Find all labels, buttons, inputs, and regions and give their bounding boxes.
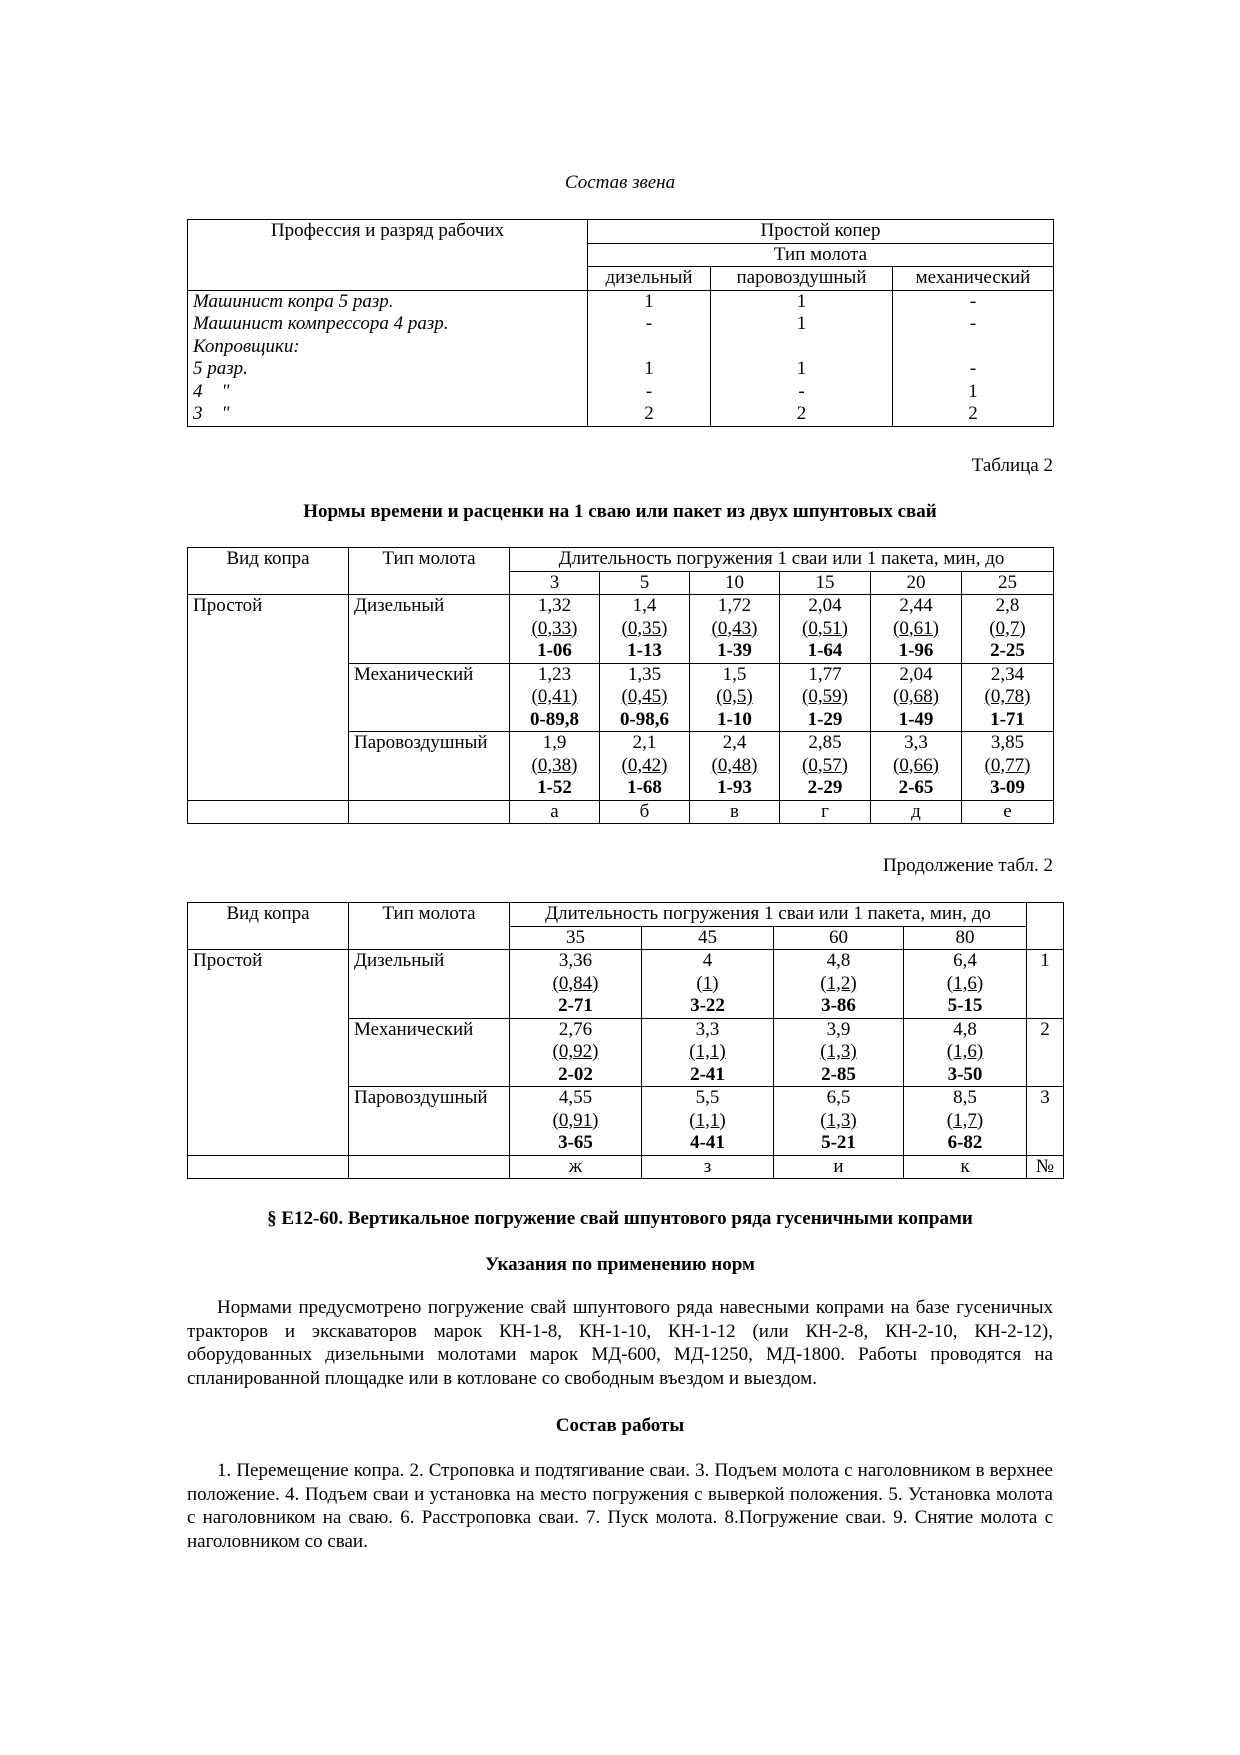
crew-cell: 2 [893,403,1054,426]
work-text: 1. Перемещение копра. 2. Строповка и подтягивание сваи. 3. Подъем молота с наголовником в верхнее положение. 4. Подъем сваи и установка на место погружения с выверкой положения. 5. Установка молота с наголовником на сваю. 6. Расстроповка сваи. 7. Пуск молота. 8.Погружение сваи. 9. Снятие молота с наголовником со сваи. [187,1460,1053,1552]
duration-header: 3 [510,571,600,595]
duration-header: 80 [904,926,1027,950]
norm-time: 3,36 [558,950,593,971]
header-kind: Вид копра [188,548,349,595]
crew-header-group: Простой копер [588,220,1054,244]
norm-machinist-time: (1,1) [689,1109,726,1131]
norm-machinist-time: (0,51) [802,617,848,639]
crew-cell: 2 [711,403,893,426]
column-letter: и [774,1155,904,1179]
norm-cell [510,1087,642,1156]
crew-row-label: Копровщики: [188,336,588,359]
norm-time: 2,04 [899,663,933,685]
norm-machinist-time: (1) [696,972,719,994]
crew-row [188,381,1054,404]
kind-cell: Простой [188,950,349,1156]
norm-price: 1-49 [898,708,934,730]
crew-cell: 1 [893,381,1054,404]
row-number: 1 [1027,950,1064,1019]
table-row [188,595,1054,664]
norm-machinist-time: (0,48) [711,754,758,776]
work-title: Состав работы [555,1415,685,1436]
crew-row [188,358,1054,381]
norm-machinist-time: (0,92) [552,1041,599,1062]
norm-time: 2,4 [722,732,747,753]
norm-machinist-time: (0,45) [621,686,668,707]
norm-time: 2,44 [899,595,933,616]
crew-col-header: дизельный [588,267,711,291]
norm-cell [871,732,962,801]
norm-cell [510,732,600,801]
norm-cell [774,1018,904,1087]
header-duration: Длительность погружения 1 сваи или 1 пакета, мин, до [510,548,1054,572]
duration-header: 15 [780,571,871,595]
norm-price: 3-09 [990,777,1025,798]
column-letter: а [510,800,600,824]
blank-cell [349,1155,510,1179]
column-letter: д [871,800,962,824]
row-number: 3 [1027,1087,1064,1156]
norm-cell [642,1087,774,1156]
norm-time: 3,9 [826,1018,851,1040]
norm-price: 2-85 [821,1063,856,1085]
norm-cell [690,732,780,801]
norm-time: 1,32 [537,595,572,616]
norm-price: 3-22 [690,995,725,1016]
norm-time: 2,04 [808,595,842,616]
duration-header: 5 [600,571,690,595]
crew-col-header: паровоздушный [711,267,893,291]
crew-row [188,313,1054,336]
norm-cell [962,663,1054,732]
crew-row [188,290,1054,313]
norm-machinist-time: (0,57) [802,754,848,776]
norm-cell [904,1018,1027,1087]
crew-cell: 1 [711,313,893,336]
column-letter: з [642,1155,774,1179]
norm-price: 1-06 [537,640,572,661]
header-row [188,548,1054,572]
norm-price: 1-39 [717,640,752,661]
norm-cell [510,663,600,732]
norm-time: 3,3 [904,732,928,753]
norm-machinist-time: (0,38) [531,754,578,776]
section-title: § Е12-60. Вертикальное погружение свай шпунтового ряда гусеничными копрами [267,1208,973,1229]
norm-price: 1-64 [807,640,843,661]
duration-header: 35 [510,926,642,950]
row-number: 2 [1027,1018,1064,1087]
crew-row-label: 3 " [188,403,588,426]
header-hammer: Тип молота [349,903,510,950]
hammer-cell: Дизельный [349,950,510,1019]
norm-price: 3-65 [558,1132,593,1153]
table2-title: Нормы времени и расценки на 1 сваю или пакет из двух шпунтовых свай [303,501,937,522]
norm-time: 2,34 [990,663,1025,685]
norm-cell [780,663,871,732]
norm-machinist-time: (1,2) [820,972,857,994]
norm-machinist-time: (0,78) [984,686,1031,707]
duration-header: 10 [690,571,780,595]
norm-price: 1-93 [717,777,752,798]
norm-time: 1,35 [627,663,662,685]
norm-cell [904,1087,1027,1156]
norm-time: 2,76 [558,1018,593,1040]
norm-cell [774,950,904,1019]
norm-price: 1-10 [717,708,752,730]
norm-cell [780,595,871,664]
crew-cell: - [893,290,1054,313]
crew-row-label: 5 разр. [188,358,588,381]
instructions-title: Указания по применению норм [485,1254,755,1275]
crew-title: Состав звена [564,172,676,193]
norm-price: 1-71 [990,708,1025,730]
norm-price: 5-21 [821,1132,856,1153]
header-row [188,903,1064,927]
norm-price: 2-25 [990,640,1025,661]
blank-cell [349,800,510,824]
norm-time: 2,85 [808,732,842,753]
norm-cell [510,595,600,664]
norm-cell [642,1018,774,1087]
crew-row-label: 4 " [188,381,588,404]
crew-cell: - [893,313,1054,336]
crew-cell [711,336,893,359]
norm-machinist-time: (1,7) [946,1109,984,1131]
letters-row [188,800,1054,824]
norm-time: 4,8 [953,1018,977,1040]
letters-row [188,1155,1064,1179]
norm-machinist-time: (0,35) [621,617,668,639]
norm-machinist-time: (0,33) [531,617,578,639]
crew-cell: - [893,358,1054,381]
crew-cell: - [711,381,893,404]
crew-cell: 1 [711,358,893,381]
crew-table [187,219,1054,427]
norm-machinist-time: (1,3) [820,1041,857,1062]
column-letter: к [904,1155,1027,1179]
norm-machinist-time: (0,7) [989,617,1026,639]
norm-time: 1,5 [722,663,747,685]
num-label: № [1027,1155,1064,1179]
hammer-cell: Паровоздушный [349,1087,510,1156]
norm-price: 2-02 [558,1063,593,1085]
norm-time: 1,23 [537,663,572,685]
norm-price: 0-89,8 [529,708,580,730]
norm-price: 1-68 [627,777,662,798]
header-kind: Вид копра [188,903,349,950]
norm-cell [510,1018,642,1087]
norm-price: 5-15 [947,995,983,1016]
norm-price: 0-98,6 [619,708,670,730]
norm-price: 1-29 [807,708,843,730]
norm-time: 3,3 [695,1018,720,1040]
norm-price: 2-29 [807,777,843,798]
norm-cell [871,663,962,732]
norm-price: 4-41 [690,1132,725,1153]
norm-price: 1-52 [537,777,572,798]
norm-time: 4,55 [558,1087,593,1108]
crew-cell: 1 [588,358,711,381]
column-letter: е [962,800,1054,824]
header-duration: Длительность погружения 1 сваи или 1 пакета, мин, до [510,903,1027,927]
norm-price: 3-50 [947,1063,983,1085]
kind-cell: Простой [188,595,349,801]
hammer-cell: Дизельный [349,595,510,664]
norm-time: 8,5 [953,1087,977,1108]
table2-label: Таблица 2 [971,455,1053,476]
norm-time: 1,9 [542,732,567,753]
crew-cell [893,336,1054,359]
duration-header: 60 [774,926,904,950]
norm-machinist-time: (0,42) [621,754,668,776]
norm-time: 4 [702,950,713,971]
norm-machinist-time: (0,77) [984,754,1031,776]
norm-price: 1-96 [898,640,934,661]
crew-row [188,336,1054,359]
crew-cell: - [588,381,711,404]
crew-cell: - [588,313,711,336]
norm-cell [871,595,962,664]
norm-machinist-time: (0,66) [893,754,939,776]
norm-machinist-time: (0,41) [531,686,578,707]
crew-cell: 1 [588,290,711,313]
norm-cell [642,950,774,1019]
norm-machinist-time: (0,91) [552,1109,599,1131]
crew-header-subgroup: Тип молота [588,243,1054,267]
norm-cell [904,950,1027,1019]
norm-price: 2-41 [690,1063,725,1085]
norm-machinist-time: (0,84) [552,972,599,994]
norm-time: 2,1 [632,732,657,753]
table2b-label: Продолжение табл. 2 [882,855,1053,876]
crew-row-label: Машинист копра 5 разр. [188,290,588,313]
norm-cell [690,595,780,664]
hammer-cell: Паровоздушный [349,732,510,801]
table-row [188,950,1064,1019]
duration-header: 20 [871,571,962,595]
norm-time: 5,5 [695,1087,720,1108]
norm-price: 3-86 [821,995,856,1016]
norm-time: 1,77 [808,663,842,685]
blank-cell [188,800,349,824]
crew-cell: 2 [588,403,711,426]
norm-cell [510,950,642,1019]
norm-machinist-time: (0,68) [893,686,939,707]
crew-row [188,403,1054,426]
crew-col-header: механический [893,267,1054,291]
norm-time: 6,4 [953,950,977,971]
duration-header: 25 [962,571,1054,595]
norm-machinist-time: (1,6) [946,1041,984,1062]
header-num-blank [1027,903,1064,950]
norm-time: 2,8 [995,595,1020,616]
column-letter: ж [510,1155,642,1179]
norm-time: 6,5 [826,1087,851,1108]
hammer-cell: Механический [349,1018,510,1087]
crew-header-profession: Профессия и разряд рабочих [188,220,588,291]
norm-cell [690,663,780,732]
instructions-text: Нормами предусмотрено погружение свай шпунтового ряда навесными копрами на базе гусеничных тракторов и экскаваторов марок КН-1-8, КН-1-10, КН-1-12 (или КН-2-8, КН-2-10, КН-2-12), оборудованных дизельными молотами марок МД-600, МД-1250, МД-1800. Работы проводятся на спланированной площадке или в котловане со свободным въездом и выездом. [187,1297,1053,1389]
crew-cell [588,336,711,359]
norm-time: 1,4 [632,595,657,616]
norm-machinist-time: (0,5) [716,686,753,707]
crew-cell: 1 [711,290,893,313]
norms-table [187,547,1054,824]
norm-machinist-time: (1,3) [820,1109,857,1131]
column-letter: г [780,800,871,824]
norm-machinist-time: (0,59) [802,686,848,707]
norm-cell [962,595,1054,664]
norm-price: 2-71 [558,995,593,1016]
header-hammer: Тип молота [349,548,510,595]
norm-cell [962,732,1054,801]
norm-machinist-time: (0,61) [893,617,939,639]
norm-price: 6-82 [947,1132,983,1153]
norm-time: 3,85 [990,732,1025,753]
norm-cell [774,1087,904,1156]
norm-time: 4,8 [826,950,851,971]
duration-header: 45 [642,926,774,950]
norm-machinist-time: (1,6) [946,972,984,994]
crew-row-label: Машинист компрессора 4 разр. [188,313,588,336]
norm-cell [780,732,871,801]
norm-cell [600,595,690,664]
norm-price: 2-65 [898,777,934,798]
norm-price: 1-13 [627,640,662,661]
blank-cell [188,1155,349,1179]
norm-time: 1,72 [717,595,752,616]
column-letter: б [600,800,690,824]
norm-cell [600,732,690,801]
norm-cell [600,663,690,732]
norm-machinist-time: (0,43) [711,617,758,639]
norms-table-continued [187,902,1064,1179]
hammer-cell: Механический [349,663,510,732]
norm-machinist-time: (1,1) [689,1041,726,1062]
column-letter: в [690,800,780,824]
